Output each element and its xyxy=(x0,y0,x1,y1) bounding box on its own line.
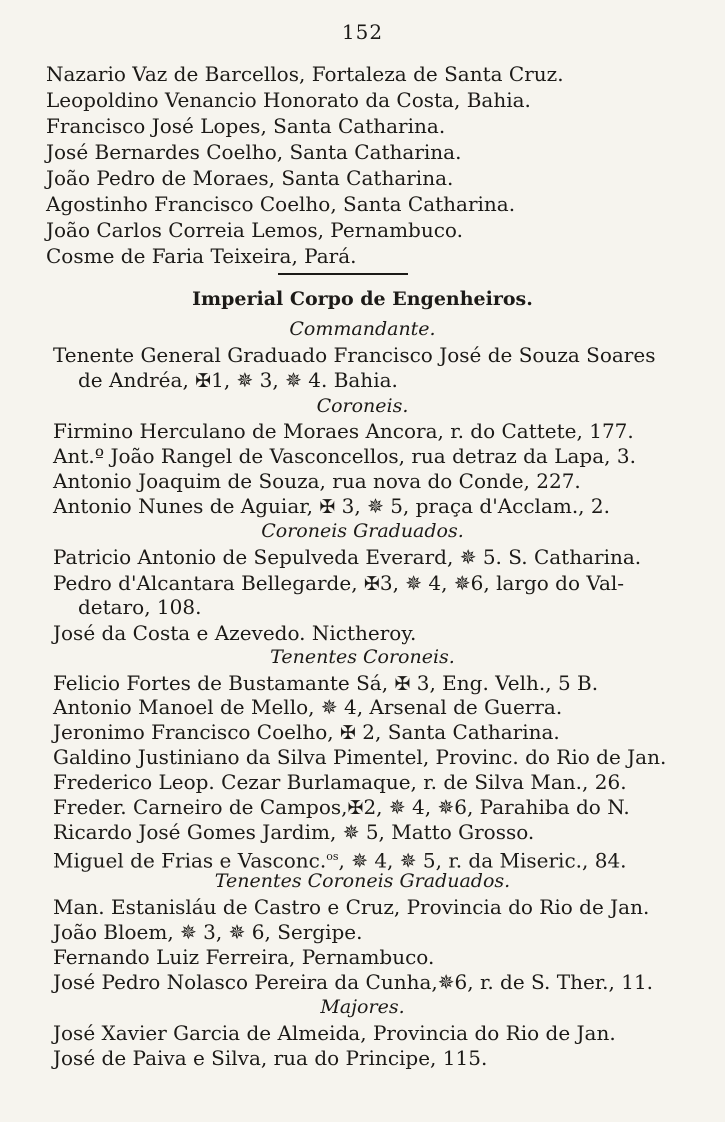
entry-text: 2, xyxy=(363,795,383,819)
section-title: Imperial Corpo de Engenheiros. xyxy=(192,288,533,310)
list-item xyxy=(53,719,560,746)
cross-icon: ✠ xyxy=(195,370,212,392)
cross-icon: ✠ xyxy=(347,797,364,819)
heading-coroneis-graduados: Coroneis Graduados. xyxy=(261,520,464,542)
list-item xyxy=(53,493,610,520)
entry-text: Antonio Manoel de Mello, xyxy=(53,695,315,719)
star-icon: ✵ xyxy=(180,920,197,944)
list-item xyxy=(78,367,398,394)
heading-majores: Majores. xyxy=(320,996,405,1018)
entry-text: , xyxy=(338,848,345,873)
list-item: João Carlos Correia Lemos, Pernambuco. xyxy=(46,218,463,242)
cross-icon: ✠ xyxy=(394,673,411,695)
entry-text: 4, xyxy=(428,571,448,595)
entry-text: Felicio Fortes de Bustamante Sá, xyxy=(53,671,389,695)
star-icon: ✵ xyxy=(459,545,477,569)
list-item xyxy=(53,670,598,697)
heading-coroneis: Coroneis. xyxy=(316,395,409,417)
list-item: Antonio Joaquim de Souza, rua nova do Conde, 227. xyxy=(53,469,581,493)
star-icon: ✵ xyxy=(320,695,338,719)
list-item xyxy=(53,794,630,821)
list-item: Fernando Luiz Ferreira, Pernambuco. xyxy=(53,945,435,969)
cross-icon: ✠ xyxy=(319,496,336,518)
entry-text: 3, xyxy=(203,920,223,944)
entry-text: Jeronimo Francisco Coelho, xyxy=(53,720,334,744)
entry-text: Freder. Carneiro de Campos, xyxy=(53,795,348,819)
entry-text: 6, r. de S. Ther., 11. xyxy=(454,970,654,994)
entry-text: José Pedro Nolasco Pereira da Cunha, xyxy=(53,970,438,994)
list-item xyxy=(53,544,641,570)
list-item: Leopoldino Venancio Honorato da Costa, Bahia. xyxy=(46,88,531,112)
list-item: Tenente General Graduado Francisco José de Souza Soares xyxy=(53,343,656,367)
star-icon: ✵ xyxy=(453,571,471,595)
list-item: João Pedro de Moraes, Santa Catharina. xyxy=(46,166,454,190)
star-icon: ✵ xyxy=(405,571,423,595)
list-item xyxy=(53,819,534,845)
entry-text: 3, xyxy=(379,571,399,595)
list-item: Ant.º João Rangel de Vasconcellos, rua detraz da Lapa, 3. xyxy=(53,444,636,468)
entry-text: Miguel de Frias e Vasconc. xyxy=(53,848,327,873)
list-item: Frederico Leop. Cezar Burlamaque, r. de Silva Man., 26. xyxy=(53,770,627,794)
list-item: José de Paiva e Silva, rua do Principe, 115. xyxy=(53,1046,488,1070)
list-item: Man. Estanisláu de Castro e Cruz, Provincia do Rio de Jan. xyxy=(53,895,650,919)
star-icon: ✵ xyxy=(388,795,406,819)
entry-text: Antonio Nunes de Aguiar, xyxy=(53,494,313,518)
heading-tenentes-coroneis-graduados: Tenentes Coroneis Graduados. xyxy=(214,870,511,892)
entry-text: Ricardo José Gomes Jardim, xyxy=(53,820,337,844)
heading-commandante: Commandante. xyxy=(289,318,436,340)
list-item xyxy=(53,694,562,720)
list-item: Francisco José Lopes, Santa Catharina. xyxy=(46,114,446,138)
star-icon: ✵ xyxy=(285,368,302,392)
star-icon: ✵ xyxy=(437,970,455,994)
page-number: 152 xyxy=(341,20,384,44)
entry-text: 4, xyxy=(412,795,432,819)
entry-text: 1, xyxy=(211,368,231,392)
entry-text: 6, Sergipe. xyxy=(251,920,363,944)
entry-text: 4. Bahia. xyxy=(308,368,398,392)
entry-text: 4, Arsenal de Guerra. xyxy=(343,695,563,719)
entry-text: de Andréa, xyxy=(78,368,189,392)
entry-text: 5, praça d'Acclam., 2. xyxy=(390,494,610,518)
entry-text: 6, largo do Val- xyxy=(470,571,625,595)
list-item xyxy=(53,919,362,945)
list-item xyxy=(53,969,653,995)
star-icon: ✵ xyxy=(367,494,384,518)
cross-icon: ✠ xyxy=(340,722,356,744)
list-item: José da Costa e Azevedo. Nictheroy. xyxy=(53,621,417,645)
star-icon: ✵ xyxy=(236,368,254,392)
entry-text: 2, Santa Catharina. xyxy=(362,720,560,744)
heading-tenentes-coroneis: Tenentes Coroneis. xyxy=(270,646,455,668)
list-item: José Xavier Garcia de Almeida, Provincia do Rio de Jan. xyxy=(53,1021,616,1045)
entry-text: 3, xyxy=(259,368,279,392)
star-icon: ✵ xyxy=(437,795,455,819)
entry-text: 3, xyxy=(341,494,361,518)
entry-text: 4, xyxy=(374,848,394,873)
star-icon: ✵ xyxy=(399,848,417,873)
entry-text: 5, r. da Miseric., 84. xyxy=(422,848,627,873)
cross-icon: ✠ xyxy=(363,573,380,595)
list-item: Cosme de Faria Teixeira, Pará. xyxy=(46,244,357,268)
entry-text: João Bloem, xyxy=(53,920,174,944)
entry-text: Pedro d'Alcantara Bellegarde, xyxy=(53,571,358,595)
superscript: os xyxy=(326,850,339,863)
list-item: José Bernardes Coelho, Santa Catharina. xyxy=(46,140,462,164)
star-icon: ✵ xyxy=(342,820,360,844)
entry-text: Patricio Antonio de Sepulveda Everard, xyxy=(53,545,454,569)
list-item: Galdino Justiniano da Silva Pimentel, Provinc. do Rio de Jan. xyxy=(53,745,667,769)
list-item xyxy=(53,570,624,597)
list-item: Nazario Vaz de Barcellos, Fortaleza de Santa Cruz. xyxy=(46,62,564,86)
list-item: detaro, 108. xyxy=(78,595,202,619)
star-icon: ✵ xyxy=(228,920,246,944)
entry-text: 5. S. Catharina. xyxy=(482,545,642,569)
list-item: Agostinho Francisco Coelho, Santa Catharina. xyxy=(46,192,516,216)
section-divider xyxy=(278,273,408,275)
entry-text: 5, Matto Grosso. xyxy=(365,820,535,844)
list-item: Firmino Herculano de Moraes Ancora, r. do Cattete, 177. xyxy=(53,419,634,443)
entry-text: 3, Eng. Velh., 5 B. xyxy=(416,671,599,695)
entry-text: 6, Parahiba do N. xyxy=(454,795,630,819)
star-icon: ✵ xyxy=(351,848,368,873)
